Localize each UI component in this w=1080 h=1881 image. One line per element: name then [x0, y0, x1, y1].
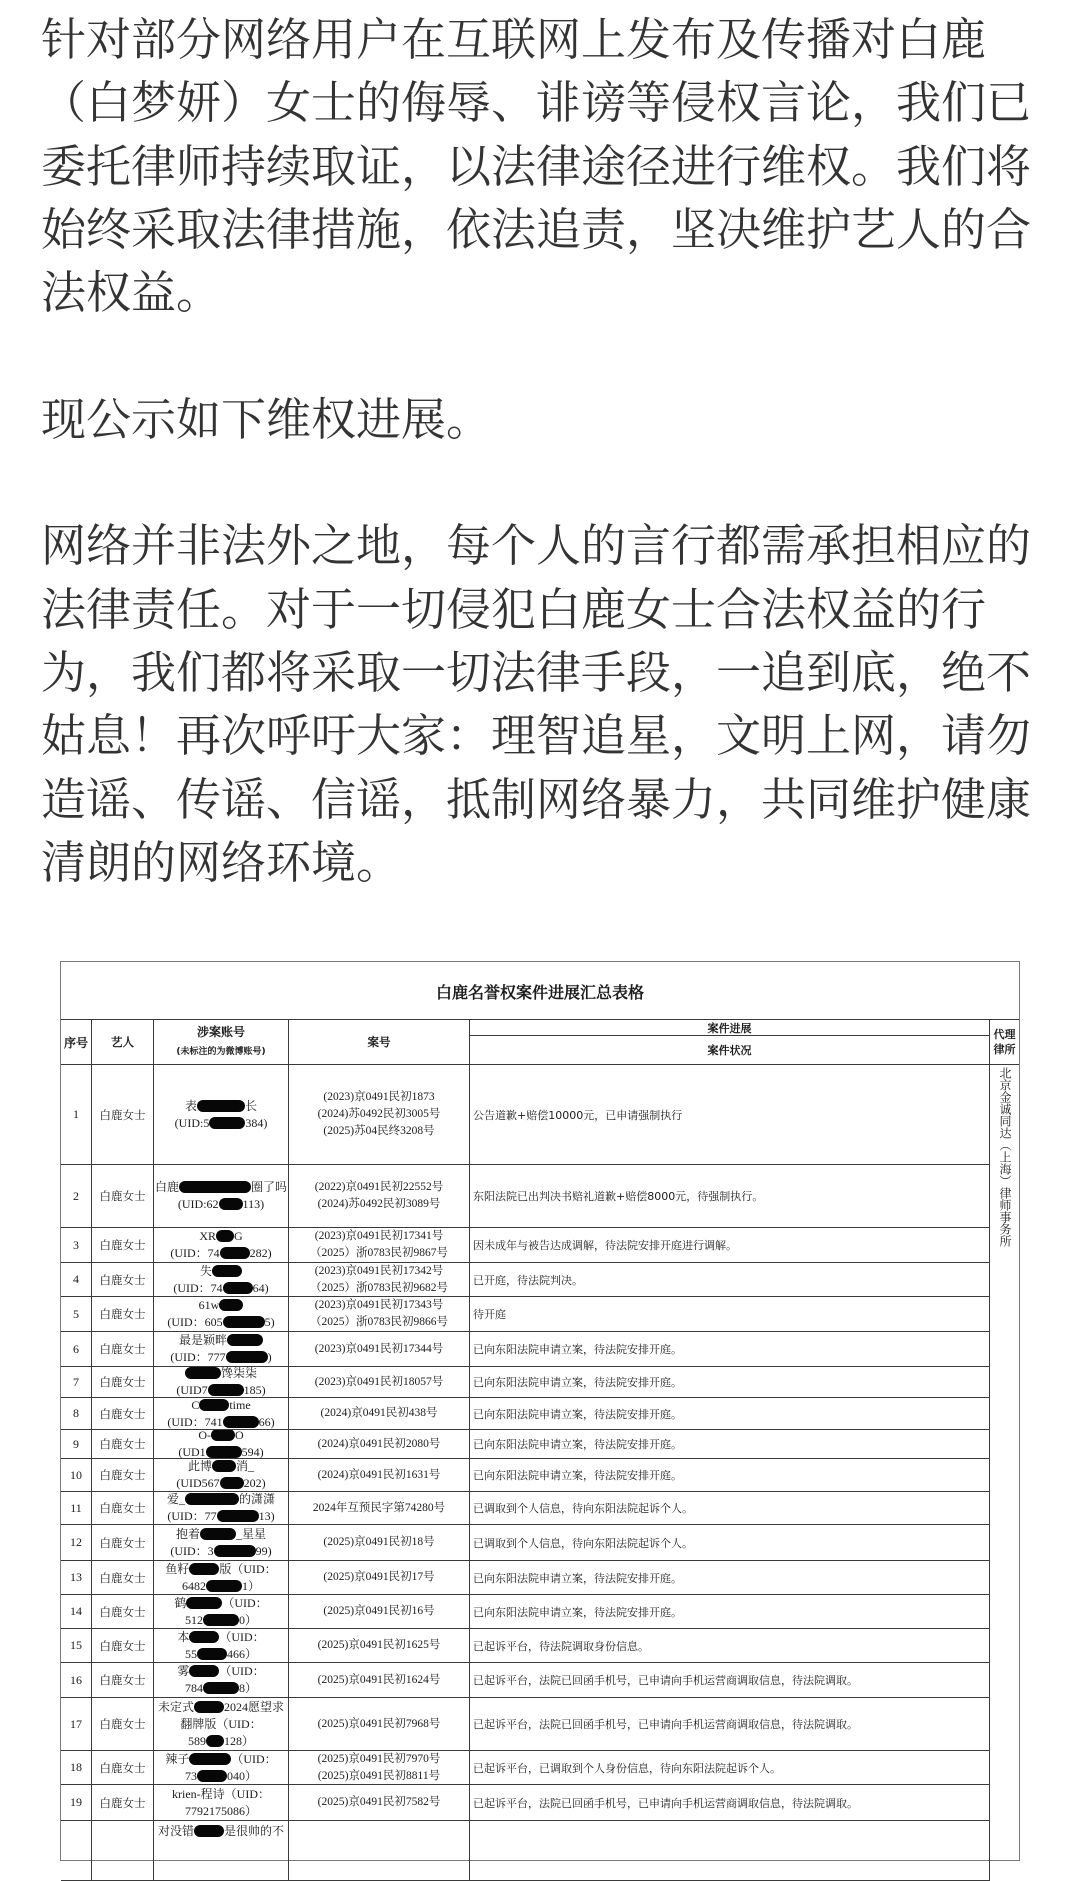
case-number: (2025)京0491民初17号 [323, 1571, 435, 1583]
case-number: (2025)京0491民初7968号 [317, 1717, 441, 1730]
case-number: (2025)京0491民初7970号 [317, 1752, 441, 1765]
account-line: (UID：741 66) [167, 1414, 275, 1429]
account-line: 表 长 [184, 1098, 258, 1113]
row-account [154, 1698, 289, 1750]
account-line: O- O [198, 1430, 244, 1442]
row-number: 19 [61, 1785, 92, 1820]
account-line: 61w [199, 1297, 244, 1314]
table-row [61, 1398, 990, 1430]
row-number: 16 [61, 1663, 92, 1697]
account-line: 55 466） [184, 1646, 257, 1661]
row-status [470, 1228, 990, 1262]
status-text: 已起诉平台，法院已回函手机号，已申请向手机运营商调取信息，待法院调取。 [473, 1674, 858, 1687]
table-row [61, 1228, 990, 1263]
row-account [154, 1263, 289, 1296]
table-row [61, 1785, 990, 1821]
row-number: 10 [61, 1459, 92, 1491]
agent-firm-column [990, 1020, 1019, 1881]
row-case-numbers [289, 1430, 470, 1458]
row-status [470, 1367, 990, 1397]
case-number: (2024)京0491民初438号 [320, 1407, 438, 1419]
table-row [61, 1629, 990, 1663]
account-line: 失 [200, 1263, 242, 1280]
account-line: (UID：3 99) [170, 1543, 272, 1558]
header-status-label: 案件状况 [707, 1044, 752, 1057]
account-line: 此博 消_ [187, 1459, 255, 1473]
row-case-numbers [289, 1398, 470, 1429]
row-account [154, 1367, 289, 1397]
case-number: （2025）浙0783民初9866号 [310, 1316, 448, 1328]
redaction-mark [223, 1316, 265, 1328]
redaction-mark [216, 1230, 234, 1242]
status-text: 已起诉平台，法院已回函手机号，已申请向手机运营商调取信息，待法院调取。 [473, 1796, 858, 1810]
row-case-numbers [289, 1263, 470, 1296]
redaction-mark [203, 1682, 239, 1694]
status-text: 已调取到个人信息，待向东阳法院起诉个人。 [473, 1502, 693, 1515]
row-case-numbers [289, 1332, 470, 1366]
row-artist [92, 1821, 154, 1880]
account-line: 本 （UID： [177, 1629, 265, 1644]
account-line: (UID:62 113) [177, 1197, 265, 1211]
post-body [41, 8, 1051, 894]
row-artist: 白鹿女士 [92, 1698, 154, 1750]
row-status [470, 1165, 990, 1227]
row-artist: 白鹿女士 [92, 1165, 154, 1227]
status-text: 已起诉平台，法院已回函手机号，已申请向手机运营商调取信息，待法院调取。 [473, 1718, 858, 1731]
row-case-numbers [289, 1821, 470, 1880]
case-number: （2025）浙0783民初9867号 [310, 1247, 448, 1259]
redaction-mark [179, 1181, 251, 1193]
post-text-line: 姑息！再次呼吁大家：理智追星，文明上网，请勿 [41, 709, 1032, 763]
case-number: (2025)苏04民终3208号 [323, 1125, 435, 1137]
row-account [154, 1561, 289, 1594]
row-case-numbers [289, 1785, 470, 1820]
account-line: 爱_ 的潇潇 [166, 1492, 276, 1506]
row-number: 5 [61, 1297, 92, 1331]
redaction-mark [219, 1299, 243, 1311]
redaction-mark [209, 1117, 245, 1129]
post-text-line: 法权益。 [41, 266, 222, 320]
account-line: krien-程诗（UID： [172, 1786, 270, 1801]
row-case-numbers [289, 1492, 470, 1524]
case-number: (2025)京0491民初16号 [323, 1605, 435, 1617]
row-status [470, 1561, 990, 1594]
row-artist: 白鹿女士 [92, 1525, 154, 1560]
case-number: (2025)京0491民初7582号 [317, 1796, 441, 1808]
table-row [61, 1525, 990, 1561]
row-artist: 白鹿女士 [92, 1228, 154, 1262]
redaction-mark [214, 1545, 256, 1557]
status-text: 已向东阳法院申请立案，待法院安排开庭。 [473, 1469, 682, 1482]
row-account [154, 1663, 289, 1697]
row-artist: 白鹿女士 [92, 1065, 154, 1164]
row-number: 8 [61, 1398, 92, 1429]
row-account [154, 1492, 289, 1524]
case-number: (2025)京0491民初8811号 [317, 1769, 441, 1782]
status-text: 已向东阳法院申请立案，待法院安排开庭。 [473, 1407, 682, 1421]
row-number: 15 [61, 1629, 92, 1662]
table-rows [61, 1065, 990, 1881]
table-header-row [61, 1020, 990, 1065]
row-artist: 白鹿女士 [92, 1263, 154, 1296]
table-row [61, 1165, 990, 1228]
table-body [61, 1020, 1019, 1881]
row-case-numbers [289, 1751, 470, 1784]
row-account [154, 1332, 289, 1366]
row-case-numbers [289, 1525, 470, 1560]
row-account [154, 1751, 289, 1784]
row-status [470, 1751, 990, 1784]
row-artist: 白鹿女士 [92, 1332, 154, 1366]
case-number: (2023)京0491民初17344号 [314, 1342, 444, 1355]
redaction-mark [203, 1614, 239, 1626]
table-row [61, 1821, 990, 1881]
account-line: (UID：74 64) [173, 1280, 269, 1295]
case-number: (2024)京0491民初2080号 [317, 1437, 441, 1450]
row-artist: 白鹿女士 [92, 1751, 154, 1784]
redaction-mark [223, 1416, 259, 1428]
case-number: (2024)京0491民初1631号 [317, 1468, 441, 1481]
row-status [470, 1663, 990, 1697]
redaction-mark [189, 1631, 219, 1643]
case-number: (2025)京0491民初18号 [323, 1536, 435, 1548]
status-text: 已向东阳法院申请立案，待法院安排开庭。 [473, 1571, 682, 1585]
row-number [61, 1821, 92, 1880]
row-number: 12 [61, 1525, 92, 1560]
row-account [154, 1430, 289, 1458]
redaction-mark [212, 1460, 236, 1472]
row-number: 13 [61, 1561, 92, 1594]
post-text-line: 法律责任。对于一切侵犯白鹿女士合法权益的行 [41, 582, 987, 636]
case-number: (2022)京0491民初22552号 [314, 1181, 444, 1193]
table-row [61, 1595, 990, 1629]
case-number: (2025)京0491民初1624号 [317, 1673, 441, 1686]
redaction-mark [185, 1367, 221, 1379]
row-account [154, 1785, 289, 1820]
row-artist: 白鹿女士 [92, 1459, 154, 1491]
header-account [154, 1020, 289, 1064]
account-line: (UID：74 282) [170, 1246, 272, 1260]
row-artist: 白鹿女士 [92, 1595, 154, 1628]
redaction-mark [219, 1198, 243, 1210]
account-line: 6482 1） [181, 1578, 260, 1593]
account-line: 翻牌版（UID： [180, 1716, 262, 1731]
table-row [61, 1367, 990, 1398]
account-line: 鱼籽 版（UID： [165, 1561, 277, 1576]
status-text: 因未成年与被告达成调解，待法院安排开庭进行调解。 [473, 1239, 737, 1252]
row-number: 14 [61, 1595, 92, 1628]
row-status [470, 1297, 990, 1331]
redaction-mark [206, 1735, 224, 1747]
paragraph-spacer [41, 324, 1051, 387]
row-number: 6 [61, 1332, 92, 1366]
account-line: (UID:5 384) [174, 1115, 268, 1130]
redaction-mark [199, 1399, 229, 1411]
post-text-line: 网络并非法外之地，每个人的言行都需承担相应的 [41, 519, 1032, 573]
header-agent: 代理律所 [990, 1020, 1019, 1065]
redaction-mark [200, 1528, 236, 1540]
redaction-mark [217, 1510, 259, 1522]
account-line: 抱着 _星星 [175, 1526, 267, 1541]
table-row [61, 1332, 990, 1367]
row-account [154, 1459, 289, 1491]
header-account-note: (未标注的为微博账号) [176, 1046, 266, 1057]
row-case-numbers [289, 1663, 470, 1697]
post-text-line: 为，我们都将采取一切法律手段，一追到底，绝不 [41, 645, 1032, 699]
row-number: 4 [61, 1263, 92, 1296]
row-account [154, 1297, 289, 1331]
status-text: 公告道歉+赔偿10000元，已申请强制执行 [473, 1108, 683, 1122]
paragraph-spacer [41, 451, 1051, 514]
status-text: 东阳法院已出判决书赔礼道歉+赔偿8000元，待强制执行。 [473, 1190, 764, 1203]
account-line: 784 8） [184, 1681, 257, 1695]
row-status [470, 1629, 990, 1662]
case-progress-table-image [60, 961, 1020, 1861]
post-text-line: 清朗的网络环境。 [41, 835, 402, 889]
account-line: 73 040） [184, 1768, 257, 1783]
redaction-mark [227, 1334, 263, 1346]
row-number: 1 [61, 1065, 92, 1164]
row-case-numbers [289, 1065, 470, 1164]
agent-firm-name: 北京金诚同达（上海）律师事务所 [998, 1067, 1012, 1247]
redaction-mark [208, 1384, 244, 1396]
account-line: (UID：777 ) [170, 1350, 272, 1364]
row-status [470, 1492, 990, 1524]
account-line: 未定式 2024愿望求 [157, 1699, 285, 1714]
table-row [61, 1698, 990, 1751]
post-text-line: 委托律师持续取证，以法律途径进行维权。我们将 [41, 139, 1032, 193]
post-text-line: 造谣、传谣、信谣，抵制网络暴力，共同维护健康 [41, 772, 1032, 826]
account-line: (UD1 594) [178, 1445, 264, 1458]
account-line: (UID567 202) [176, 1476, 266, 1490]
row-case-numbers [289, 1459, 470, 1491]
row-case-numbers [289, 1561, 470, 1594]
case-number: (2023)京0491民初17341号 [314, 1230, 444, 1242]
account-line: 最是颖畔 [179, 1332, 263, 1349]
account-line: 鹤 （UID： [174, 1595, 268, 1610]
row-artist: 白鹿女士 [92, 1561, 154, 1594]
redaction-mark [189, 1665, 219, 1677]
row-status [470, 1525, 990, 1560]
row-status [470, 1785, 990, 1820]
redaction-mark [189, 1563, 219, 1575]
post-text-line: 始终采取法律措施，依法追责，坚决维护艺人的合 [41, 202, 1032, 256]
redaction-mark [197, 1770, 227, 1782]
status-text: 已向东阳法院申请立案，待法院安排开庭。 [473, 1343, 682, 1356]
row-account [154, 1821, 289, 1880]
row-account [154, 1629, 289, 1662]
table-row [61, 1561, 990, 1595]
header-progress-label: 案件进展 [470, 1020, 989, 1036]
row-account [154, 1065, 289, 1164]
row-artist: 白鹿女士 [92, 1367, 154, 1397]
row-status [470, 1821, 990, 1880]
row-number: 11 [61, 1492, 92, 1524]
row-case-numbers [289, 1595, 470, 1628]
case-number: (2025)京0491民初1625号 [317, 1639, 441, 1651]
account-line: 对没错 是很帅的不 [157, 1824, 285, 1838]
status-text: 已开庭，待法院判决。 [473, 1273, 583, 1287]
post-text-line: 现公示如下维权进展。 [41, 392, 492, 446]
row-artist: 白鹿女士 [92, 1785, 154, 1820]
row-status [470, 1263, 990, 1296]
table-row [61, 1459, 990, 1492]
row-number: 7 [61, 1367, 92, 1397]
case-number: 2024年互预民字第74280号 [312, 1501, 446, 1514]
table-row [61, 1663, 990, 1698]
header-account-label: 涉案账号 [196, 1024, 245, 1039]
row-number: 18 [61, 1751, 92, 1784]
row-account [154, 1165, 289, 1227]
row-number: 2 [61, 1165, 92, 1227]
account-line: (UID：77 13) [167, 1509, 275, 1523]
row-artist: 白鹿女士 [92, 1663, 154, 1697]
account-line: 雾 （UID： [177, 1664, 265, 1678]
post-text-line: 针对部分网络用户在互联网上发布及传播对白鹿 [41, 13, 987, 66]
redaction-mark [186, 1597, 222, 1609]
redaction-mark [189, 1753, 231, 1765]
row-case-numbers [289, 1367, 470, 1397]
table-row [61, 1751, 990, 1785]
account-line: (UID：605 5) [167, 1315, 275, 1329]
row-case-numbers [289, 1698, 470, 1750]
post-text-line: （白梦妍）女士的侮辱、诽谤等侵权言论，我们已 [41, 76, 1032, 130]
table-row [61, 1297, 990, 1332]
status-text: 已起诉平台，已调取到个人身份信息，待向东阳法院起诉个人。 [473, 1761, 781, 1775]
row-account [154, 1595, 289, 1628]
account-line: 589 128） [187, 1733, 254, 1748]
row-case-numbers [289, 1297, 470, 1331]
redaction-mark [206, 1580, 242, 1592]
row-artist: 白鹿女士 [92, 1398, 154, 1429]
redaction-mark [197, 1648, 227, 1660]
row-number: 3 [61, 1228, 92, 1262]
table-title: 白鹿名誉权案件进展汇总表格 [61, 962, 1019, 1020]
case-number: (2024)苏0492民初3089号 [317, 1198, 441, 1210]
status-text: 待开庭 [473, 1308, 506, 1321]
header-progress [470, 1020, 990, 1064]
header-artist: 艺人 [92, 1020, 154, 1064]
row-status [470, 1698, 990, 1750]
redaction-mark [194, 1825, 224, 1837]
redaction-mark [211, 1430, 235, 1441]
row-account [154, 1398, 289, 1429]
case-number: (2023)京0491民初1873 [323, 1091, 435, 1103]
case-number: (2023)京0491民初18057号 [314, 1375, 444, 1388]
redaction-mark [226, 1351, 268, 1363]
row-status [470, 1459, 990, 1491]
row-artist: 白鹿女士 [92, 1492, 154, 1524]
row-artist: 白鹿女士 [92, 1430, 154, 1458]
row-case-numbers [289, 1228, 470, 1262]
redaction-mark [206, 1446, 242, 1458]
header-no: 序号 [61, 1020, 92, 1064]
account-line: 白鹿 圈了吗 [154, 1180, 288, 1194]
header-case-no: 案号 [289, 1020, 470, 1064]
account-line: 馋柒柒 [185, 1367, 257, 1382]
row-account [154, 1228, 289, 1262]
account-line: 7792175086） [184, 1803, 257, 1818]
row-status [470, 1595, 990, 1628]
table-row [61, 1065, 990, 1165]
redaction-mark [185, 1493, 239, 1505]
table-row [61, 1430, 990, 1459]
case-number: （2025）浙0783民初9682号 [310, 1281, 448, 1294]
row-account [154, 1525, 289, 1560]
case-number: (2023)京0491民初17343号 [314, 1299, 444, 1311]
account-line: XR G [199, 1229, 243, 1243]
row-number: 17 [61, 1698, 92, 1750]
table-row [61, 1263, 990, 1297]
account-line: 辣子 （UID： [165, 1751, 277, 1766]
account-line: C time [191, 1398, 251, 1412]
redaction-mark [194, 1701, 224, 1713]
case-number: (2024)苏0492民初3005号 [317, 1108, 441, 1120]
redaction-mark [212, 1265, 242, 1277]
redaction-mark [223, 1282, 253, 1294]
row-case-numbers [289, 1629, 470, 1662]
account-line: (UID7 185) [176, 1383, 266, 1397]
row-number: 9 [61, 1430, 92, 1458]
status-text: 已向东阳法院申请立案，待法院安排开庭。 [473, 1376, 682, 1389]
redaction-mark [220, 1247, 250, 1259]
status-text: 已向东阳法院申请立案，待法院安排开庭。 [473, 1438, 682, 1451]
row-case-numbers [289, 1165, 470, 1227]
row-artist: 白鹿女士 [92, 1629, 154, 1662]
row-status [470, 1065, 990, 1164]
case-number: (2023)京0491民初17342号 [314, 1264, 444, 1277]
row-status [470, 1332, 990, 1366]
row-artist: 白鹿女士 [92, 1297, 154, 1331]
table-main-columns [61, 1020, 990, 1881]
status-text: 已向东阳法院申请立案，待法院安排开庭。 [473, 1605, 682, 1619]
row-status [470, 1398, 990, 1429]
redaction-mark [220, 1477, 244, 1489]
status-text: 已起诉平台，待法院调取身份信息。 [473, 1639, 649, 1653]
row-status [470, 1430, 990, 1458]
redaction-mark [197, 1100, 245, 1112]
status-text: 已调取到个人信息，待向东阳法院起诉个人。 [473, 1536, 693, 1550]
table-row [61, 1492, 990, 1525]
account-line: 512 0） [184, 1612, 257, 1627]
